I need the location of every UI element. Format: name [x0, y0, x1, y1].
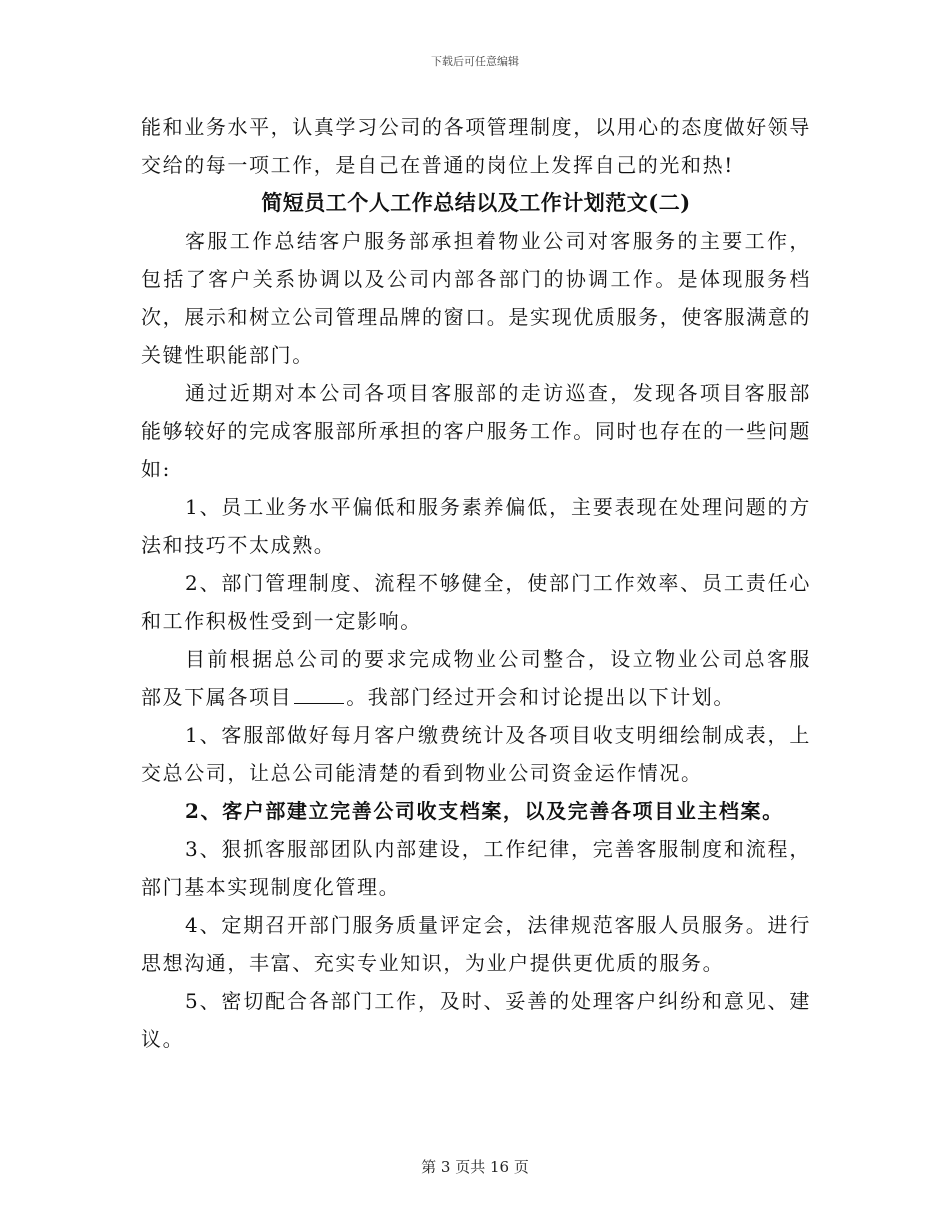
paragraph-intro: 客服工作总结客户服务部承担着物业公司对客服务的主要工作，包括了客户关系协调以及公司内部各部门的协调工作。是体现服务档次，展示和树立公司管理品牌的窗口。是实现优质服务，使客服满意的关键性职能部门。	[141, 229, 811, 367]
plan-intro-text-after: 。我部门经过开会和讨论提出以下计划。	[346, 685, 736, 709]
problem-item-2: 2、部门管理制度、流程不够健全，使部门工作效率、员工责任心和工作积极性受到一定影响。	[141, 571, 811, 633]
header-note: 下载后可任意编辑	[431, 55, 519, 68]
plan-item-1: 1、客服部做好每月客户缴费统计及各项目收支明细绘制成表，上交总公司，让总公司能清楚的看到物业公司资金运作情况。	[141, 723, 811, 785]
section-title: 简短员工个人工作总结以及工作计划范文(二)	[261, 190, 691, 215]
paragraph-plan-intro	[141, 640, 811, 716]
page-number: 第 3 页共 16 页	[421, 1158, 529, 1176]
paragraph-continued: 能和业务水平，认真学习公司的各项管理制度，以用心的态度做好领导交给的每一项工作，是自己在普通的岗位上发挥自己的光和热!	[141, 115, 811, 177]
plan-item-3: 3、狠抓客服部团队内部建设，工作纪律，完善客服制度和流程，部门基本实现制度化管理。	[141, 837, 811, 899]
problem-item-1: 1、员工业务水平偏低和服务素养偏低，主要表现在处理问题的方法和技巧不太成熟。	[141, 495, 811, 557]
fill-in-blank	[294, 681, 344, 704]
plan-item-5: 5、密切配合各部门工作，及时、妥善的处理客户纠纷和意见、建议。	[141, 989, 811, 1051]
plan-item-2: 2、客户部建立完善公司收支档案，以及完善各项目业主档案。	[185, 799, 784, 823]
plan-item-4: 4、定期召开部门服务质量评定会，法律规范客服人员服务。进行思想沟通，丰富、充实专业知识，为业户提供更优质的服务。	[141, 913, 811, 975]
plan-intro-text-before: 目前根据总公司的要求完成物业公司整合，设立物业公司总客服部及下属各项目	[141, 647, 811, 709]
paragraph-inspection: 通过近期对本公司各项目客服部的走访巡查，发现各项目客服部能够较好的完成客服部所承担的客户服务工作。同时也存在的一些问题如:	[141, 381, 811, 481]
document-body	[141, 108, 811, 1058]
